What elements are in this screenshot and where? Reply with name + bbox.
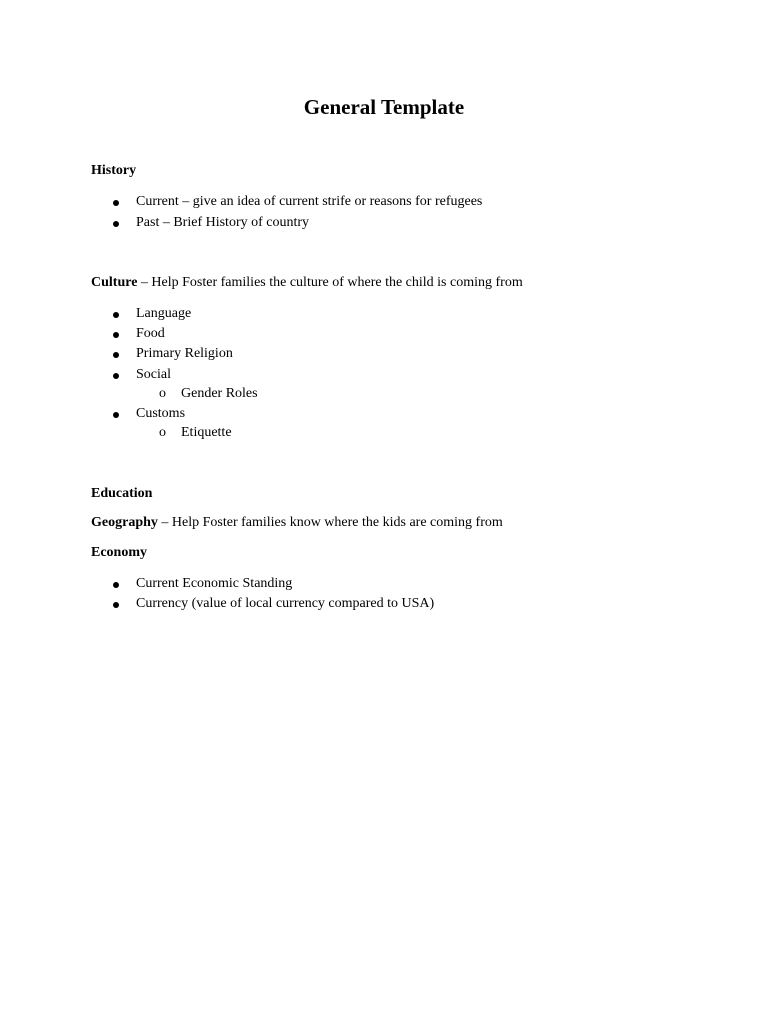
culture-item-language: Language [136, 306, 192, 321]
section-heading-culture [91, 274, 523, 292]
sub-bullet-icon: o [159, 425, 166, 440]
economy-item-currency: Currency (value of local currency compared to USA) [136, 596, 435, 611]
history-heading: History [91, 163, 137, 178]
culture-sub-gender-roles: Gender Roles [181, 386, 258, 401]
section-heading-education [91, 485, 152, 503]
bullet-icon [113, 373, 119, 379]
document-title: General Template [303, 95, 465, 119]
bullet-icon [113, 221, 119, 227]
culture-sub-etiquette: Etiquette [181, 425, 232, 440]
culture-item-customs: Customs [136, 406, 186, 421]
bullet-icon [113, 200, 119, 206]
bullet-icon [113, 412, 119, 418]
culture-item-social: Social [136, 367, 171, 382]
bullet-icon [113, 352, 119, 358]
geography-description: – Help Foster families know where the kids are coming from [157, 515, 503, 530]
section-heading-economy [91, 544, 147, 562]
economy-item-standing: Current Economic Standing [136, 576, 293, 591]
economy-heading: Economy [91, 545, 147, 560]
culture-item-religion: Primary Religion [136, 346, 233, 361]
bullet-icon [113, 312, 119, 318]
culture-description: – Help Foster families the culture of where the child is coming from [137, 275, 523, 290]
bullet-icon [113, 602, 119, 608]
culture-heading: Culture [91, 275, 138, 290]
sub-bullet-icon: o [159, 386, 166, 401]
bullet-icon [113, 332, 119, 338]
history-item-past: Past – Brief History of country [136, 215, 310, 230]
history-item-current: Current – give an idea of current strife or reasons for refugees [136, 194, 483, 209]
section-heading-geography [91, 514, 503, 532]
bullet-icon [113, 582, 119, 588]
education-heading: Education [91, 486, 153, 501]
culture-item-food: Food [136, 326, 165, 341]
section-heading-history [91, 162, 136, 180]
geography-heading: Geography [91, 515, 158, 530]
